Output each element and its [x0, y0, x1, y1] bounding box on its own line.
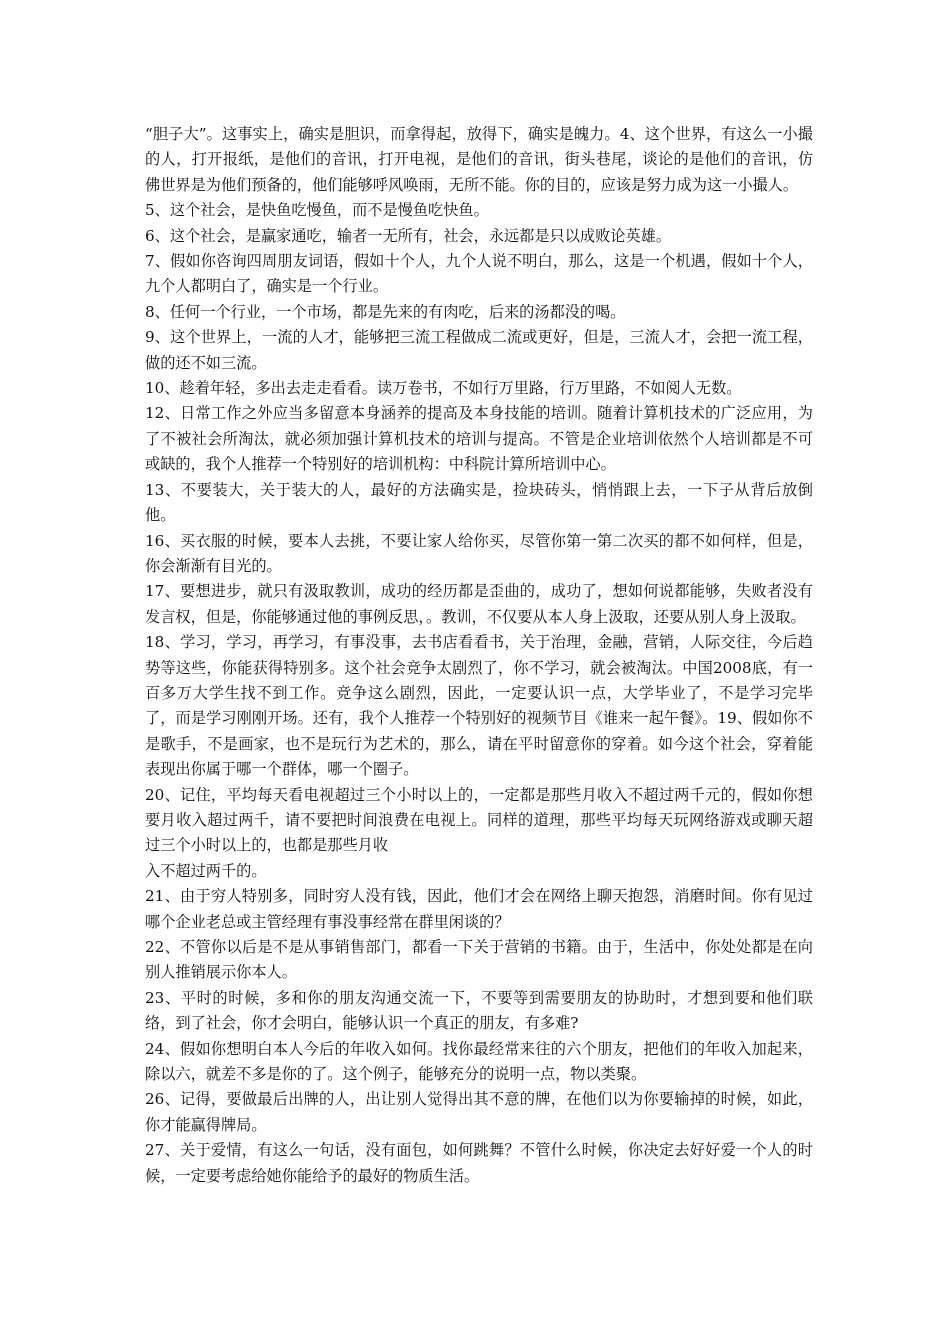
paragraph-9: 9、这个世界上，一流的人才，能够把三流工程做成二流或更好，但是，三流人才，会把一流工程，做的还不如三流。	[145, 328, 813, 372]
paragraph-8: 8、任何一个行业，一个市场，都是先来的有肉吃，后来的汤都没的喝。	[145, 302, 626, 321]
document-body	[145, 122, 813, 1189]
paragraph-21: 21、由于穷人特别多，同时穷人没有钱，因此，他们才会在网络上聊天抱怨，消磨时间。你有见过哪个企业老总或主管经理有事没事经常在群里闲谈的？	[145, 887, 813, 931]
paragraph-16: 16、买衣服的时候，要本人去挑，不要让家人给你买，尽管你第一第二次买的都不如何样，但是，你会渐渐有目光的。	[145, 531, 813, 575]
paragraph-7: 7、假如你咨询四周朋友词语，假如十个人，九个人说不明白，那么，这是一个机遇，假如十个人，九个人都明白了，确实是一个行业。	[145, 252, 813, 296]
paragraph-24: 24、假如你想明白本人今后的年收入如何。找你最经常来往的六个朋友，把他们的年收入加起来，除以六，就差不多是你的了。这个例子，能够充分的说明一点，物以类聚。	[145, 1039, 813, 1084]
paragraph-6: 6、这个社会，是赢家通吃，输者一无所有，社会，永远都是只以成败论英雄。	[145, 226, 672, 245]
paragraph-22: 22、不管你以后是不是从事销售部门，都看一下关于营销的书籍。由于，生活中，你处处都是在向别人推销展示你本人。	[145, 938, 813, 982]
paragraph-5: 5、这个社会，是快鱼吃慢鱼，而不是慢鱼吃快鱼。	[145, 201, 489, 220]
paragraph-intro-4: “胆子大”。这事实上，确实是胆识，而拿得起，放得下，确实是魄力。4、这个世界，有这么一小撮的人，打开报纸，是他们的音讯，打开电视，是他们的音讯，街头巷尾，谈论的是他们的音讯，仿佛世界是为他们预备的，他们能够呼风唤雨，无所不能。你的目的，应该是努力成为这一小撮人。	[145, 125, 813, 194]
paragraph-23: 23、平时的时候，多和你的朋友沟通交流一下，不要等到需要朋友的协助时，才想到要和他们联络，到了社会，你才会明白，能够认识一个真正的朋友，有多难?	[145, 988, 813, 1033]
paragraph-18-19: 18、学习，学习，再学习，有事没事，去书店看看书，关于治理，金融，营销，人际交往，今后趋势等这些，你能获得特别多。这个社会竞争太剧烈了，你不学习，就会被淘汰。中国2008底，有一百多万大学生找不到工作。竞争这么剧烈，因此，一定要认识一点，大学毕业了，不是学习完毕了，而是学习刚刚开场。还有，我个人推荐一个特别好的视频节目《谁来一起午餐》。19、假如你不是歌手，不是画家，也不是玩行为艺术的，那么，请在平时留意你的穿着。如今这个社会，穿着能表现出你属于哪一个群体，哪一个圈子。	[145, 633, 813, 779]
paragraph-27: 27、关于爱情，有这么一句话，没有面包，如何跳舞？不管什么时候，你决定去好好爱一个人的时候，一定要考虑给她你能给予的最好的物质生活。	[145, 1141, 813, 1185]
paragraph-17: 17、要想进步，就只有汲取教训，成功的经历都是歪曲的，成功了，想如何说都能够，失败者没有发言权，但是，你能够通过他的事例反思，。教训，不仅要从本人身上汲取，还要从别人身上汲取。	[145, 582, 813, 626]
paragraph-26: 26、记得，要做最后出牌的人，出让别人觉得出其不意的牌，在他们以为你要输掉的时候，如此，你才能赢得牌局。	[145, 1090, 813, 1134]
paragraph-10: 10、趁着年轻，多出去走走看看。读万卷书，不如行万里路，行万里路，不如阅人无数。	[145, 379, 742, 398]
paragraph-12: 12、日常工作之外应当多留意本身涵养的提高及本身技能的培训。随着计算机技术的广泛应用，为了不被社会所淘汰，就必须加强计算机技术的培训与提高。不管是企业培训依然个人培训都是不可或缺的，我个人推荐一个特别好的培训机构：中科院计算所培训中心。	[145, 404, 813, 474]
paragraph-13: 13、不要装大，关于装大的人，最好的方法确实是，捡块砖头，悄悄跟上去，一下子从背后放倒他。	[145, 480, 813, 525]
paragraph-20: 20、记住，平均每天看电视超过三个小时以上的，一定都是那些月收入不超过两千元的，假如你想要月收入超过两千，请不要把时间浪费在电视上。同样的道理，那些平均每天玩网络游戏或聊天超过三个小时以上的，也都是那些月收	[145, 785, 813, 855]
paragraph-20-continued: 入不超过两千的。	[145, 861, 267, 880]
